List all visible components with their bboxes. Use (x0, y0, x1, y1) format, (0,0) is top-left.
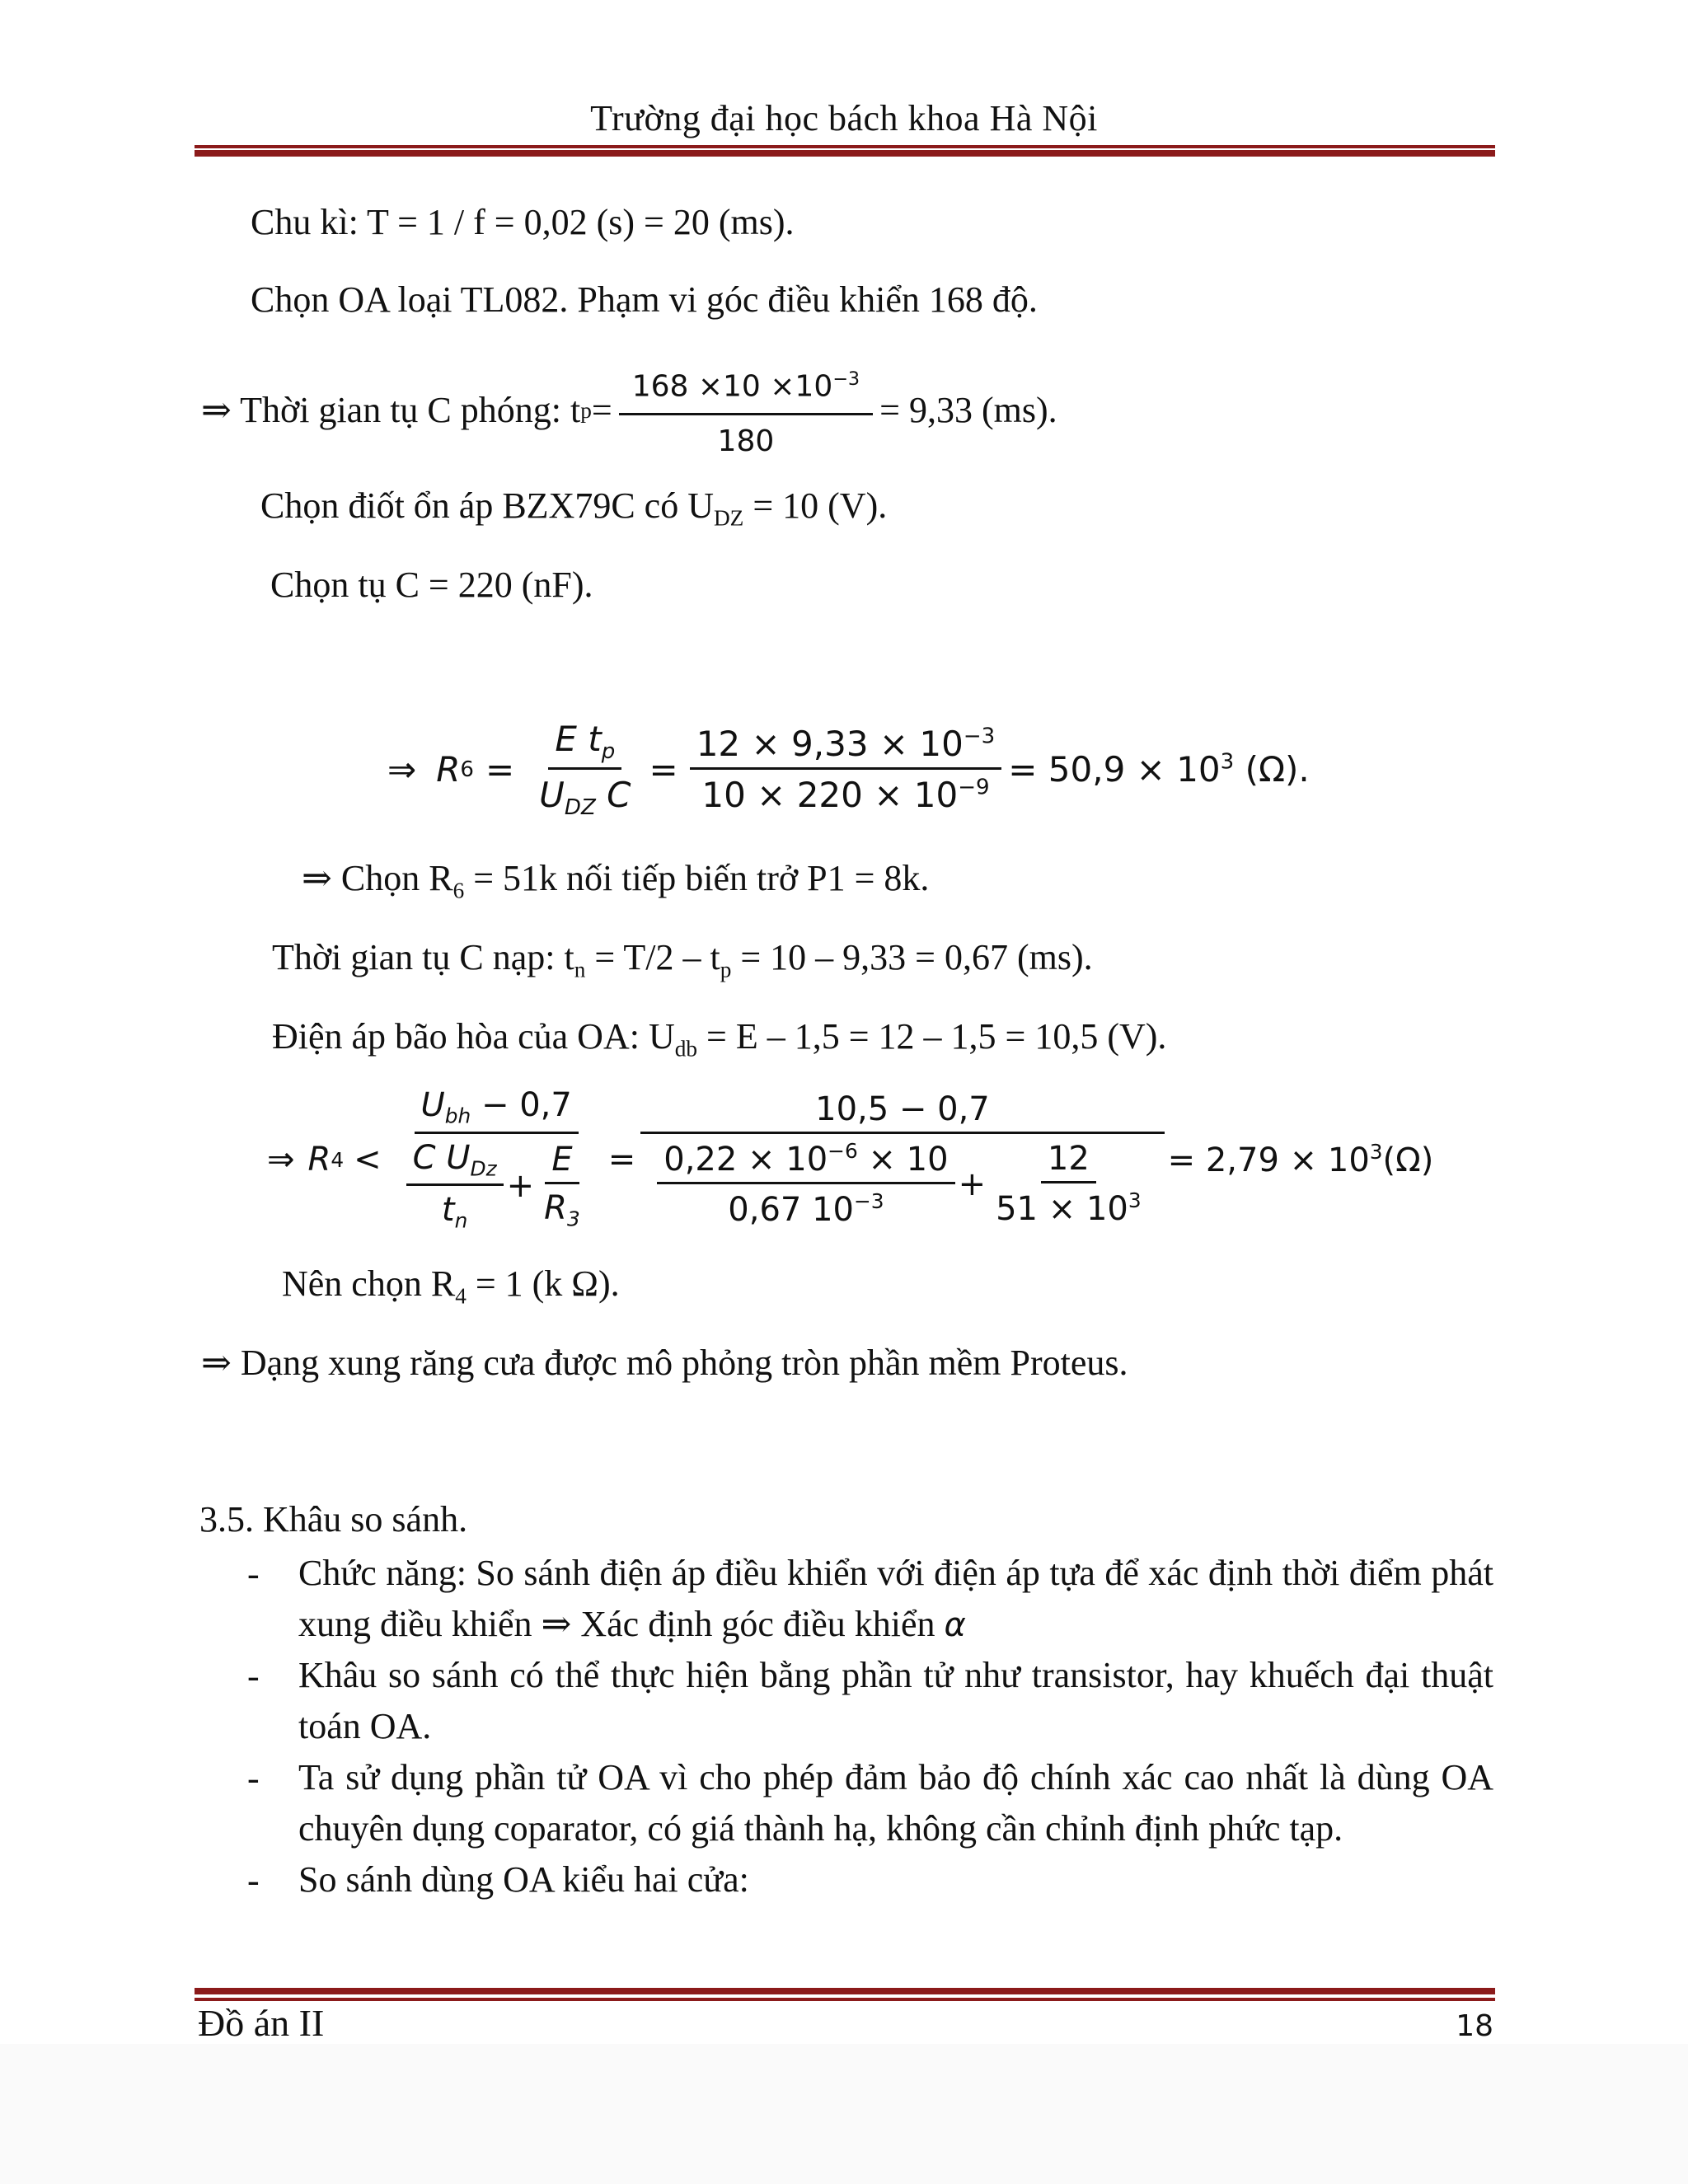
saturation-post: = E – 1,5 = 12 – 1,5 = 10,5 (V). (697, 1016, 1167, 1057)
r4-symbol-sub: 4 (331, 1147, 345, 1172)
oa-choice-line: Chọn OA loại TL082. Phạm vi góc điều khiển 168 độ. (251, 279, 1038, 320)
saturation-text: Điện áp bão hòa của OA: U (272, 1016, 675, 1057)
charge-text: Thời gian tụ C nạp: t (272, 937, 574, 977)
r6-frac1-den-tail: C (595, 775, 631, 816)
r4-plus-1: + (506, 1166, 535, 1205)
sawtooth-sim-line: ⇒ Dạng xung răng cưa được mô phỏng tròn phần mềm Proteus. (201, 1343, 1128, 1383)
r4-inner3-num-tail: × 10 (857, 1141, 949, 1179)
r4-choice-sub: 4 (455, 1283, 467, 1309)
period-line: Chu kì: T = 1 / f = 0,02 (s) = 20 (ms). (251, 202, 795, 242)
discharge-num-text: 168 ×10 ×10 (631, 369, 833, 404)
discharge-result: = 9,33 (ms). (879, 390, 1057, 431)
r4-less-than: < (354, 1141, 382, 1179)
r4-eq: = (607, 1141, 636, 1179)
saturation-voltage-line (272, 1015, 1166, 1071)
r4-inner1-num-text: C U (412, 1138, 471, 1177)
r4-inner1-num-sub: Dz (470, 1156, 497, 1181)
page-number: 18 (1456, 2009, 1493, 2043)
bullet-item: So sánh dùng OA kiểu hai cửa: (298, 1859, 749, 1900)
r4-result-unit: (Ω) (1382, 1141, 1434, 1179)
r4-right-num: 10,5 − 0,7 (640, 1090, 1164, 1134)
discharge-fraction (619, 358, 873, 463)
r4-arrow: ⇒ (267, 1141, 295, 1179)
section-heading: 3.5. Khâu so sánh. (199, 1499, 468, 1540)
footer-shade (0, 2044, 1688, 2184)
r4-inner1-den (435, 1186, 474, 1233)
r4-result-exp: 3 (1369, 1140, 1383, 1165)
r4-inner-frac-4 (989, 1140, 1148, 1228)
discharge-numerator (619, 358, 873, 415)
discharge-num-exp: −3 (832, 368, 860, 390)
r4-inner3-num-text: 0,22 × 10 (663, 1141, 828, 1179)
saturation-sub: db (674, 1036, 697, 1062)
alpha-symbol: α (944, 1606, 966, 1644)
r6-frac2-num (690, 724, 1002, 770)
bullet-marker: - (247, 1758, 260, 1798)
r4-right-den (647, 1134, 1157, 1229)
r6-result (1008, 749, 1310, 790)
discharge-denominator: 180 (717, 424, 775, 459)
r4-inner1-den-sub: n (454, 1209, 468, 1234)
r4-inner3-num (657, 1139, 954, 1184)
charge-mid: = T/2 – t (585, 937, 720, 977)
r4-inner-frac-2 (537, 1141, 587, 1231)
r6-choice-post: = 51k nối tiếp biến trở P1 = 8k. (464, 858, 930, 898)
bullet-text: Chức năng: So sánh điện áp điều khiển với điện áp tựa để xác định thời điểm phát xung điều khiển ⇒ Xác định góc điều khiển (298, 1553, 1493, 1644)
r6-frac1-den (532, 770, 637, 820)
r6-frac2-den-exp: −9 (958, 775, 990, 800)
r4-left-num-tail: − 0,7 (471, 1086, 572, 1124)
r6-arrow: ⇒ (387, 749, 417, 790)
r6-choice-text: ⇒ Chọn R (302, 858, 453, 898)
capacitor-choice-line: Chọn tụ C = 220 (nF). (270, 565, 593, 605)
r6-frac2-den (695, 770, 996, 815)
charge-sub-p: p (720, 957, 732, 982)
r4-inner1-den-text: t (441, 1191, 455, 1230)
zener-choice-line (260, 485, 887, 540)
header-rule-thin (195, 145, 1495, 148)
r4-left-num-sub: bh (444, 1104, 471, 1128)
r6-frac2-den-text: 10 × 220 × 10 (701, 775, 959, 816)
r6-fraction-2 (690, 724, 1002, 815)
r6-result-text: = 50,9 × 10 (1008, 749, 1221, 790)
page-header-title: Trường đại học bách khoa Hà Nội (590, 98, 1098, 138)
r4-fraction-right (647, 1090, 1157, 1229)
charge-time-line (272, 936, 1093, 991)
r6-result-exp: 3 (1220, 749, 1235, 775)
r4-inner2-num: E (545, 1141, 579, 1184)
r4-inner2-den-text: R (544, 1189, 567, 1227)
r4-fraction-left (396, 1086, 597, 1233)
footer-doc-title: Đồ án II (198, 2002, 325, 2044)
bullet-marker: - (247, 1554, 260, 1594)
r4-inner3-num-exp: −6 (828, 1139, 858, 1164)
r4-inner2-den-sub: 3 (566, 1207, 580, 1231)
r6-equation (387, 719, 1310, 820)
bullet-marker: - (247, 1860, 260, 1900)
r4-choice-post: = 1 (k Ω). (466, 1263, 620, 1304)
zener-text: Chọn điốt ổn áp BZX79C có U (260, 485, 714, 526)
r6-frac1-den-sub: DZ (564, 795, 596, 821)
r4-plus-2: + (958, 1165, 987, 1203)
r4-symbol: R (307, 1141, 331, 1179)
footer-rule-thin (195, 1998, 1495, 2001)
zener-sub: DZ (713, 505, 744, 531)
header-rule-thick (195, 150, 1495, 157)
bullet-item: Khâu so sánh có thể thực hiện bằng phần tử như transistor, hay khuếch đại thuật toán OA. (298, 1655, 1493, 1746)
r6-frac1-num-sub: p (601, 739, 616, 765)
r6-symbol-sub: 6 (460, 757, 474, 782)
r4-equation (267, 1086, 1433, 1233)
r6-frac2-num-text: 12 × 9,33 × 10 (696, 724, 964, 765)
r4-inner4-den-text: 51 × 10 (996, 1189, 1128, 1228)
r6-frac1-num-text: E t (555, 719, 602, 759)
r4-inner3-den (721, 1184, 890, 1229)
r6-choice-sub: 6 (452, 878, 465, 903)
r6-fraction-1 (532, 719, 637, 820)
r4-inner4-den (989, 1183, 1148, 1228)
discharge-label: ⇒ Thời gian tụ C phóng: t (201, 390, 581, 431)
r4-inner-frac-1 (406, 1139, 504, 1233)
bullet-item (298, 1548, 1493, 1651)
r4-inner4-den-exp: 3 (1128, 1188, 1142, 1213)
r4-inner-frac-3 (657, 1139, 954, 1229)
r6-frac2-num-exp: −3 (963, 724, 996, 749)
r4-choice-text: Nên chọn R (282, 1263, 456, 1304)
r6-eq1: = (485, 749, 515, 790)
r6-symbol: R (436, 749, 461, 790)
r4-inner3-den-exp: −3 (853, 1189, 884, 1213)
r4-result-text: = 2,79 × 10 (1167, 1141, 1370, 1179)
r6-eq2: = (649, 749, 678, 790)
bullet-marker: - (247, 1656, 260, 1696)
r4-inner2-den (537, 1184, 587, 1231)
r6-frac1-num (548, 719, 621, 770)
r6-result-unit: (Ω). (1234, 749, 1310, 790)
charge-sub-n: n (574, 957, 586, 982)
zener-post: = 10 (V). (743, 485, 888, 526)
discharge-sub: p (580, 398, 592, 424)
discharge-time-line (201, 358, 1057, 463)
r4-inner4-num: 12 (1041, 1140, 1096, 1183)
charge-post: = 10 – 9,33 = 0,67 (ms). (731, 937, 1093, 977)
r6-frac1-den-text: U (539, 775, 565, 816)
r4-left-den (396, 1134, 597, 1233)
r4-inner3-den-text: 0,67 10 (728, 1190, 854, 1229)
r4-left-num (415, 1086, 579, 1134)
r6-choice-line (302, 857, 929, 912)
r4-left-num-u: U (420, 1086, 445, 1124)
discharge-eq: = (591, 390, 612, 431)
r4-choice-line (282, 1263, 620, 1318)
bullet-item: Ta sử dụng phần tử OA vì cho phép đảm bảo độ chính xác cao nhất là dùng OA chuyên dụng coparator, có giá thành hạ, không cần chỉnh định phức tạp. (298, 1757, 1493, 1849)
r4-inner1-num (406, 1139, 504, 1187)
r4-result (1168, 1140, 1434, 1179)
footer-rule-thick (195, 1988, 1495, 1994)
